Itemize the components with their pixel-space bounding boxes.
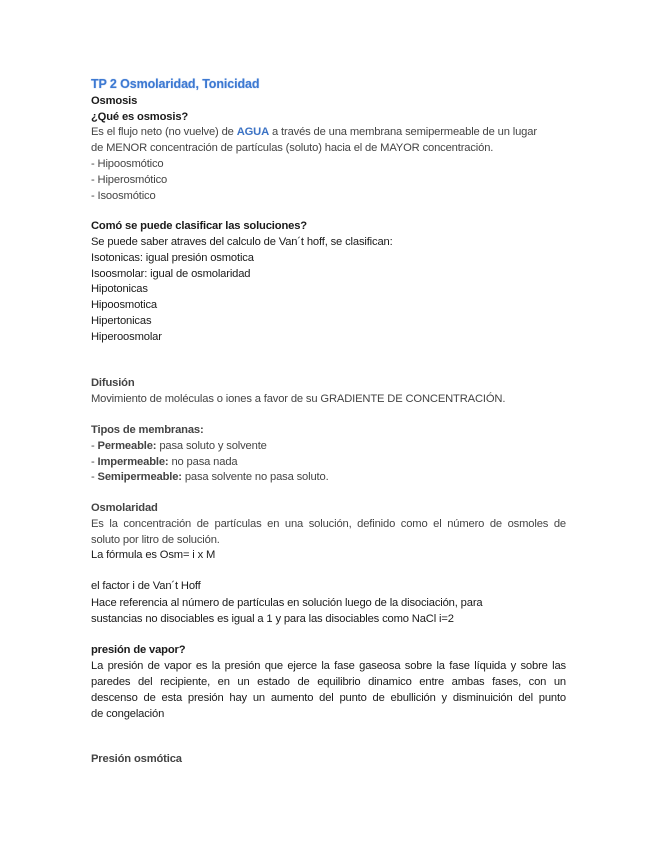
osmosis-question: ¿Qué es osmosis? (91, 111, 189, 123)
clasificacion-item: Isoosmolar: igual de osmolaridad (91, 268, 251, 280)
presion-vapor-line3: descenso de esta presión hay un aumento del punto de ebullición y disminuición del punto (91, 692, 566, 704)
presion-vapor-line1: La presión de vapor es la presión que ejerce la fase gaseosa sobre la fase líquida y sobre las (91, 660, 566, 672)
clasificacion-item: Hipotonicas (91, 283, 148, 295)
membrana-item (91, 470, 329, 484)
vanthoff-line1: Hace referencia al número de partículas en solución luego de la disociación, para (91, 597, 483, 609)
difusion-heading: Difusión (91, 377, 135, 389)
clasificacion-item: Isotonicas: igual presión osmotica (91, 252, 254, 264)
membrana-item (91, 439, 267, 453)
membranas-heading: Tipos de membranas: (91, 424, 204, 436)
membrana-item (91, 455, 237, 469)
clasificacion-heading: Comó se puede clasificar las soluciones? (91, 220, 307, 232)
membrana-desc: no pasa nada (168, 456, 238, 468)
membrana-desc: pasa solvente no pasa soluto. (181, 471, 329, 483)
membrana-term: Impermeable: (97, 456, 169, 468)
osmosis-heading: Osmosis (91, 95, 138, 107)
membrana-desc: pasa soluto y solvente (156, 440, 267, 452)
clasificacion-item: Hiperoosmolar (91, 331, 162, 343)
presion-vapor-heading: presión de vapor? (91, 644, 186, 656)
vanthoff-line2: sustancias no disociables es igual a 1 y para las disociables como NaCl i=2 (91, 613, 454, 625)
osmosis-list-item: - Isoosmótico (91, 190, 156, 202)
presion-vapor-line4: de congelación (91, 708, 165, 720)
osmosis-def-pre: Es el flujo neto (no vuelve) de (91, 126, 237, 138)
osmosis-list-item: - Hipoosmótico (91, 158, 164, 170)
presion-vapor-line2: paredes del recipiente, en un estado de equilibrio dinamico entre ambas fases, con un (91, 676, 566, 688)
clasificacion-item: Hipertonicas (91, 315, 152, 327)
osmolaridad-heading: Osmolaridad (91, 502, 158, 514)
bullet-prefix: - (91, 456, 98, 468)
membrana-term: Semipermeable: (97, 471, 182, 483)
agua-highlight: AGUA (236, 126, 270, 138)
page-title: TP 2 Osmolaridad, Tonicidad (91, 77, 260, 91)
osmolaridad-line1: Es la concentración de partículas en una solución, definido como el número de osmoles de (91, 518, 566, 530)
difusion-text: Movimiento de moléculas o iones a favor de su GRADIENTE DE CONCENTRACIÓN. (91, 393, 506, 405)
osmosis-def-post: a través de una membrana semipermeable de un lugar (269, 126, 537, 138)
vanthoff-heading: el factor i de Van´t Hoff (91, 580, 201, 592)
osmolaridad-formula: La fórmula es Osm= i x M (91, 549, 216, 561)
bullet-prefix: - (91, 471, 98, 483)
osmosis-list-item: - Hiperosmótico (91, 174, 168, 186)
osmosis-definition-line2: de MENOR concentración de partículas (soluto) hacia el de MAYOR concentración. (91, 142, 494, 154)
clasificacion-item: Hipoosmotica (91, 299, 157, 311)
clasificacion-intro: Se puede saber atraves del calculo de Van´t hoff, se clasifican: (91, 236, 393, 248)
membrana-term: Permeable: (97, 440, 157, 452)
osmolaridad-line2: soluto por litro de solución. (91, 534, 220, 546)
osmosis-definition-line1 (91, 125, 537, 139)
bullet-prefix: - (91, 440, 98, 452)
presion-osmotica-heading: Presión osmótica (91, 753, 182, 765)
